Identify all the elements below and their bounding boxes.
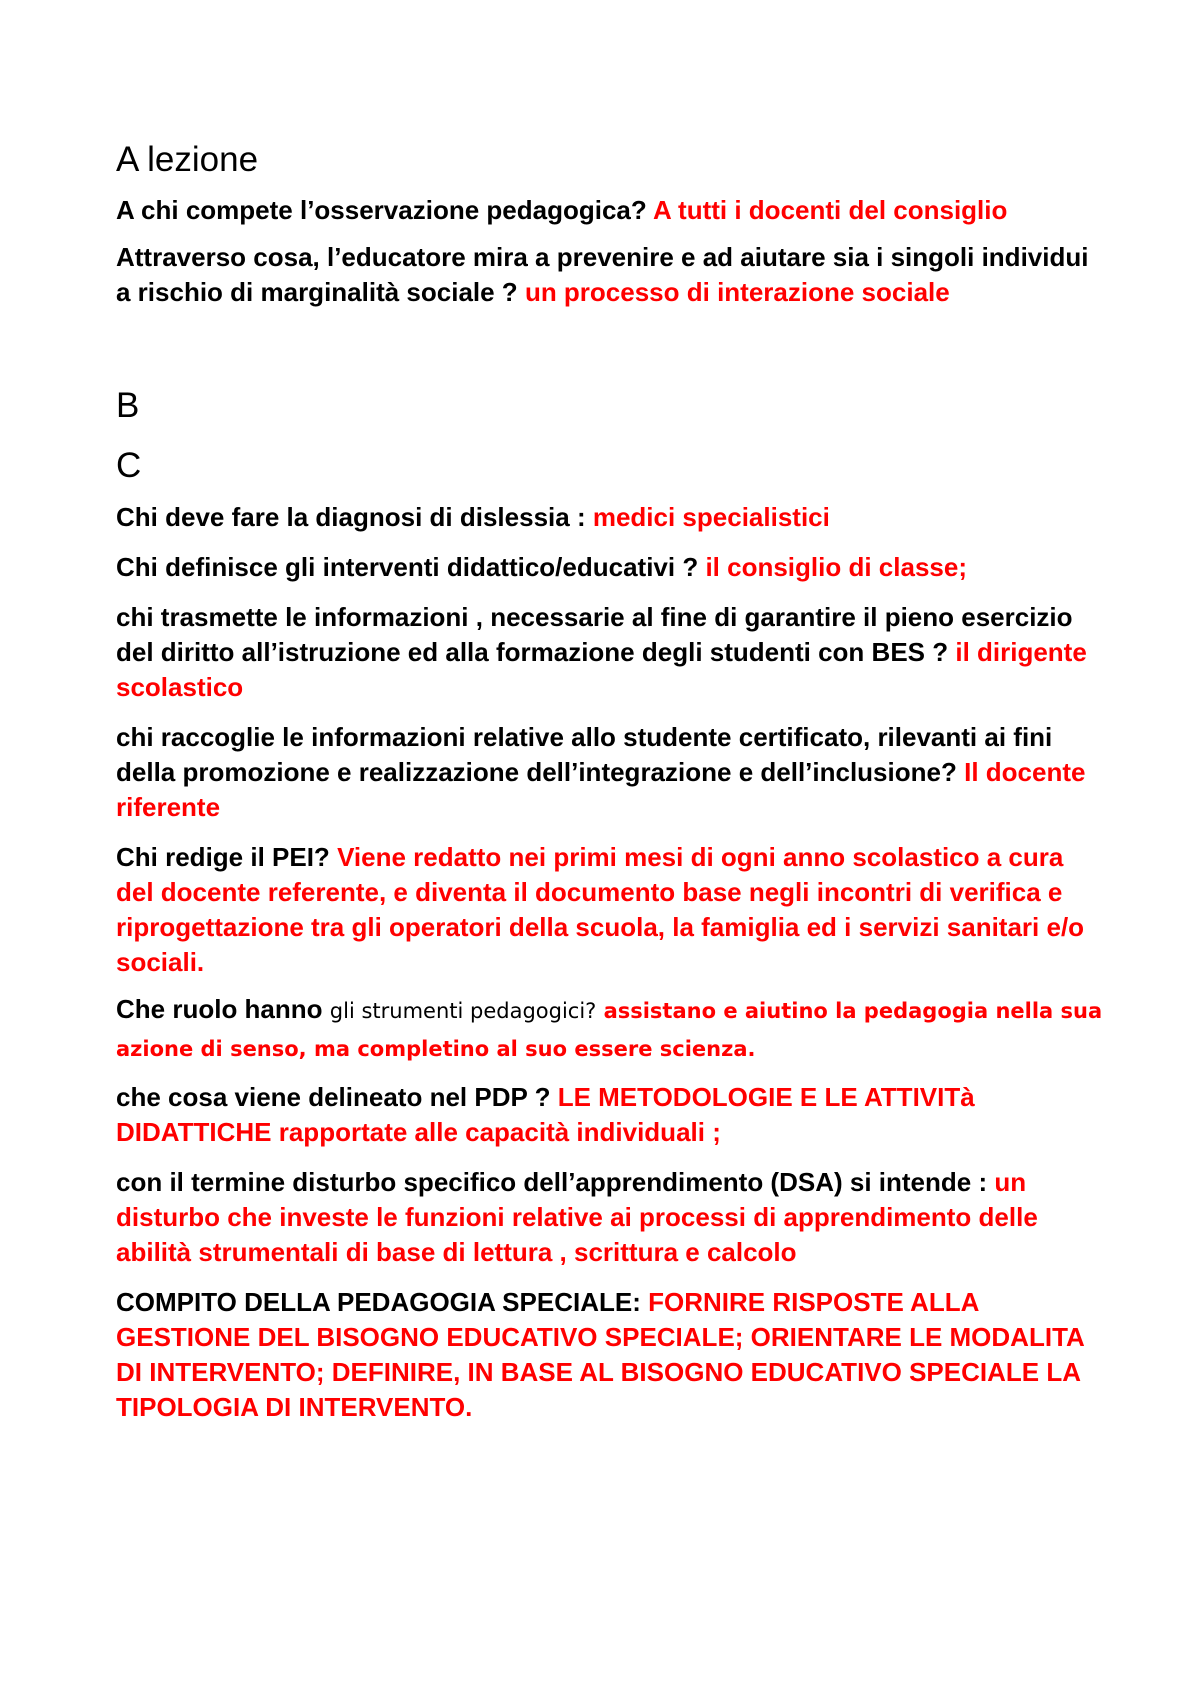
question-text: A chi compete l’osservazione pedagogica? (116, 195, 647, 225)
answer-text: A tutti i docenti del consiglio (653, 195, 1008, 225)
document-content (116, 138, 1106, 1425)
answer-text: FORNIRE RISPOSTE ALLA GESTIONE DEL BISOGNO EDUCATIVO SPECIALE; ORIENTARE LE MODALITA DI INTERVENTO; DEFINIRE, IN BASE AL BISOGNO EDUCATIVO SPECIALE LA TIPOLOGIA DI INTERVENTO. (116, 1287, 1084, 1422)
question-text: Chi definisce gli interventi didattico/educativi ? (116, 552, 699, 582)
qa-item-c6 (116, 992, 1106, 1068)
qa-item-c7 (116, 1080, 1106, 1150)
answer-text: LE METODOLOGIE E LE ATTIVITà DIDATTICHE rapportate alle capacità individuali ; (116, 1082, 975, 1147)
question-text-small: gli strumenti pedagogici? (329, 999, 597, 1023)
question-text: chi trasmette le informazioni , necessarie al fine di garantire il pieno esercizio del diritto all’istruzione ed alla formazione degli studenti con BES ? (116, 602, 1073, 667)
section-c-heading: C (116, 446, 142, 485)
qa-item-c9 (116, 1285, 1106, 1425)
question-text: Attraverso cosa, l’educatore mira a prevenire e ad aiutare sia i singoli individui a rischio di marginalità sociale ? (116, 242, 1089, 307)
qa-item-a2 (116, 240, 1106, 310)
question-text: chi raccoglie le informazioni relative allo studente certificato, rilevanti ai fini della promozione e realizzazione dell’integrazione e dell’inclusione? (116, 722, 1053, 787)
answer-text: Viene redatto nei primi mesi di ogni anno scolastico a cura del docente referente, e diventa il documento base negli incontri di verifica e riprogettazione tra gli operatori della scuola, la famiglia ed i servizi sanitari e/o sociali. (116, 842, 1085, 977)
qa-item-c4 (116, 720, 1106, 825)
qa-item-c1 (116, 500, 1106, 535)
section-a-heading: A lezione (116, 140, 259, 179)
answer-text: un processo di interazione sociale (524, 277, 950, 307)
qa-item-c5 (116, 840, 1106, 980)
qa-item-c8 (116, 1165, 1106, 1270)
question-text: che cosa viene delineato nel PDP ? (116, 1082, 551, 1112)
qa-item-a1 (116, 193, 1106, 228)
answer-text: un disturbo che investe le funzioni relative ai processi di apprendimento delle abilità strumentali di base di lettura , scrittura e calcolo (116, 1167, 1038, 1267)
question-text: con il termine disturbo specifico dell’apprendimento (DSA) si intende : (116, 1167, 988, 1197)
answer-text: il consiglio di classe; (705, 552, 967, 582)
qa-item-c3 (116, 600, 1106, 705)
section-b-heading: B (116, 386, 140, 425)
answer-text: medici specialistici (592, 502, 830, 532)
question-text: Che ruolo hanno (116, 994, 323, 1024)
answer-text: il dirigente scolastico (116, 637, 1087, 702)
qa-item-c2 (116, 550, 1106, 585)
answer-text: Il docente riferente (116, 757, 1086, 822)
question-text: COMPITO DELLA PEDAGOGIA SPECIALE: (116, 1287, 641, 1317)
question-text: Chi deve fare la diagnosi di dislessia : (116, 502, 586, 532)
question-text: Chi redige il PEI? (116, 842, 330, 872)
answer-text: assistano e aiutino la pedagogia nella sua azione di senso, ma completino al suo essere scienza. (116, 999, 1103, 1061)
